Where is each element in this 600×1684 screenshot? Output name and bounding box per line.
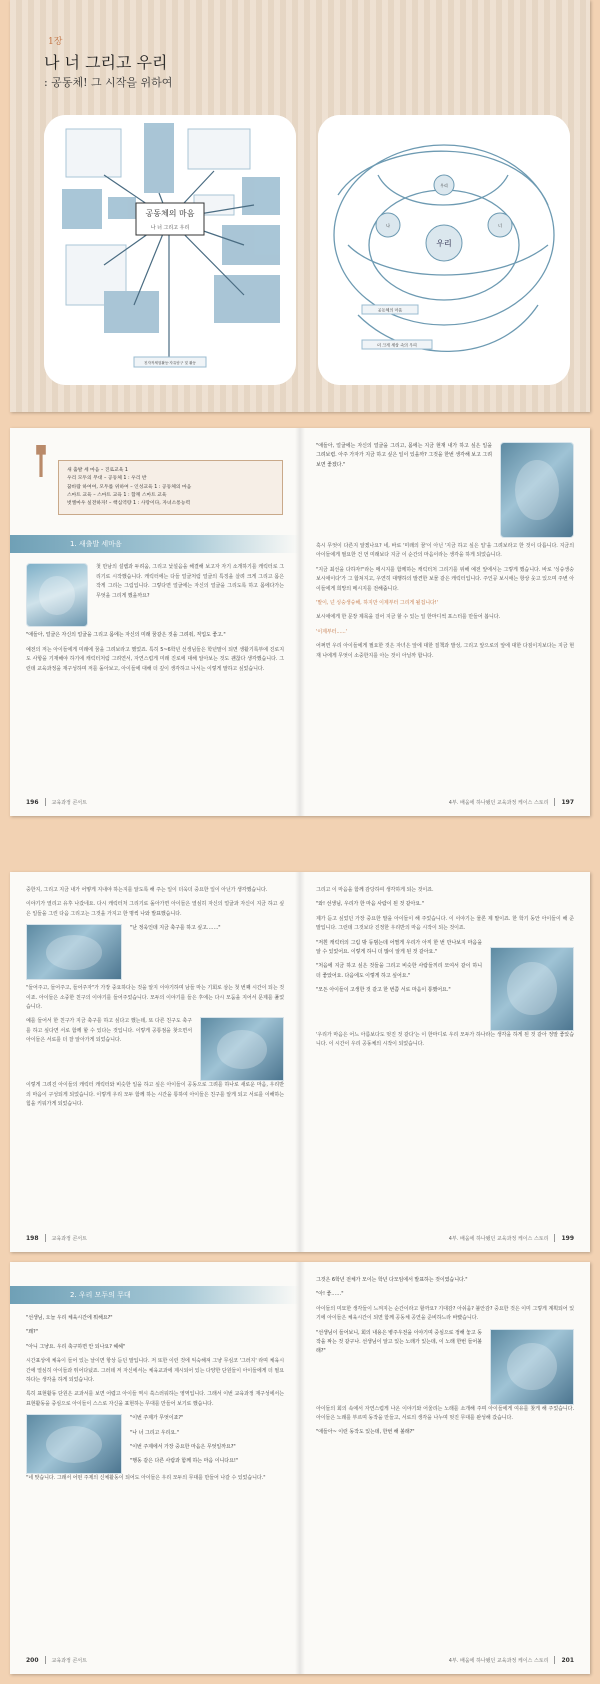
unit-summary-line: 우리 모두의 무대 – 공동체 1 : 우리 반 <box>67 476 147 482</box>
body-paragraph: 제가 듣고 싶었던 가장 중요한 말을 아이들이 해 주었습니다. 이 이야기는 물론 제 말이죠. 한 학기 동안 아이들이 해 준 말입니다. 그런데 그것보다 진정한 우리반의 마음 시작이 되는 것이죠. <box>316 915 574 932</box>
chapter-subtitle: : 공동체! 그 시작을 위하여 <box>44 76 173 89</box>
unit-summary-line: 벗엘마우 실전하자! – 핵심역량 1 : 사랑이다, 자녀소통능력 <box>67 501 191 507</box>
section-heading: 2. 우리 모두의 무대 <box>10 1286 300 1304</box>
body-paragraph: 특히 표현활동 단원은 교과서를 보면 어렵고 아이들 역시 쑥스러워하는 영역입니다. 그래서 이번 교육과정 재구성에서는 표현활동을 중심으로 아이들이 스스로 자신을 표현하는 무대를 만들어 보기로 했습니다. <box>26 1391 284 1407</box>
mindmap-figure <box>44 115 296 385</box>
chapter-title: 나 너 그리고 우리 <box>44 53 168 72</box>
body-paragraph: "네 맞습니다. 그래서 어떤 주제의 신체활동이 되어도 아이들은 우리 모두의 무대를 만들어 나갈 수 있었습니다." <box>26 1475 266 1482</box>
body-paragraph: 그리고 이 마음을 함께 감당하여 생각하게 되는 것이죠. <box>316 887 434 893</box>
classroom-photo <box>26 924 122 980</box>
concept-diagram-figure <box>318 115 570 385</box>
part-title: 4부. 배움에 하나됐던 교육과정 케이스 스토리 <box>448 799 549 806</box>
section-heading: 1. 새출발 세마음 <box>10 535 300 553</box>
chapter-opener-spread <box>10 0 590 412</box>
body-paragraph: '우리가 마음은 어느 아름보다도 멋진 것 같다'는 이 한마디로 우리 모두가 하나라는 생각을 하게 된 것 같아 정말 좋았습니다. 이 시간이 우리 공동체의 시작이 되었습니다. <box>316 1031 574 1048</box>
character-poster-photo <box>500 442 574 538</box>
quote-paragraph: "애들아~ 이런 동작도 있는데, 한번 해 볼래?" <box>316 1429 415 1436</box>
quote-paragraph: "모든 아이들이 고생한 것 같고 한 번쯤 서로 마음이 통했어요." <box>316 987 451 994</box>
page-number: 200 <box>26 1656 39 1664</box>
diagram-label-2: 너 <box>498 223 502 228</box>
highlight-quote: '말이, 넌 싱숭생숭해, 하지만 이제부터 그리게 될겁니다!' <box>316 600 439 607</box>
page-spread-198-199 <box>10 872 590 1252</box>
body-paragraph: "지금 최선을 다하자!"라는 메시지를 함께하는 캐릭터처 그리기를 위해 예전 앞에서는 그렇게 했습니다. 바로 '싱숭생숭 보시애이다'가 그 합쳐지고, 우연히 대행하의 발견한 보물 같은 캐릭터입니다. 주인공 보시애는 항상 웃고 있으며 주변 아이들에게 희망의 메시지를 전해줍니다. <box>316 566 574 592</box>
body-paragraph: 예를 들어서 한 친구가 지금 축구를 하고 싶다고 했는데, 또 다른 친구도 축구를 하고 싶다면 서로 함께 할 수 있다는 것입니다. 이렇게 공통점을 찾으면서 아이들은 서로를 더 잘 알아가게 되었습니다. <box>26 1018 192 1044</box>
page-footer <box>26 1656 87 1664</box>
student-drawings-photo <box>200 1017 284 1081</box>
diagram-label-3: 우리 <box>440 183 448 188</box>
body-paragraph: 아이들의 미묘한 생각들이 느껴지는 순간이라고 할까요? 기대감? 아쉬움? 불안감? 중요한 것은 이미 그렇게 계획되어 있기에 아이들은 체육시간이 되면 함께 공동체 공연을 준비하느라 바빴습니다. <box>316 1305 574 1322</box>
page-number: 201 <box>561 1656 574 1664</box>
quote-paragraph: "꽤?" <box>26 1329 38 1336</box>
body-paragraph: 첫 만남의 설렘과 두려움, 그리고 낯설음을 해결해 보고자 자기 소개하기를 캐릭터로 그리기로 시작했습니다. 캐릭터에는 다들 얼굴처럼 얼굴의 특징을 살려 크게 그리고 몸은 작게 그리는 그림입니다. 그렇다면 얼굴에는 자신의 얼굴을 그리도록 하고 몸에다가는 무엇을 그리게 했을까요? <box>96 564 284 599</box>
quote-paragraph: "와! 선생님, 우리가 한 마음 사람이 된 것 같아요." <box>316 901 424 908</box>
quote-paragraph: "아니 그냥요. 우리 축구하면 안 되나요? 헤헤" <box>26 1343 126 1350</box>
mindmap-card <box>44 115 296 385</box>
unit-summary-line: 새 출발 세 마음 – 진로교육 1 <box>67 468 128 473</box>
page-footer <box>449 798 574 806</box>
quote-paragraph: "선생님, 오늘 우리 체육시간에 뭐해요?" <box>26 1315 113 1321</box>
body-paragraph: 혹시 무엇이 다른지 알겠나요? 네, 바로 '미래의 꿈'이 아닌 '지금 하고 싶은 일'을 그려보라고 한 것이 다릅니다. 지금의 아이들에게 필요한 건 먼 미래보다 지금 이 순간의 마음이라는 생각을 하게 되었습니다. <box>316 543 574 559</box>
page-201 <box>300 1262 590 1674</box>
page-footer <box>26 798 87 806</box>
quote-paragraph: "이번 주제가 무엇이죠?" <box>130 1415 184 1422</box>
quote-paragraph: "아! 좋……" <box>316 1291 344 1298</box>
part-title: 4부. 배움에 하나됐던 교육과정 케이스 스토리 <box>448 1235 549 1242</box>
body-paragraph: 이렇게 그려진 아이들의 캐릭터 캐릭터와 비슷한 일을 하고 싶은 아이들이 공동으로 그려를 하나로 새로운 마음, 우리반의 마음이 구성되게 되었습니다. 이렇게 우리 모두 함께 하는 시간을 통하여 아이들은 친구를 알게 되고 서로를 이해하는 힘을 키워가게 되었습니다. <box>26 1082 284 1108</box>
page-196 <box>10 428 300 816</box>
quote-paragraph: "애들아, 얼굴에는 자신의 얼굴을 그리고, 몸에는 지금 현재 내가 하고 싶은 일을 그려보렴. 아주 가자가 지금 하고 싶은 일이 있을까? 그것을 한번 생각해 보고 그려보면 좋겠다." <box>316 443 492 468</box>
page-footer <box>449 1234 574 1242</box>
book-title: 교육과정 콘서트 <box>51 1235 87 1242</box>
quote-paragraph: "선생님이 들어보니, 회의 내용은 병주우전을 이야기며 중심으로 정해 놓고 동작을 짜는 것 같구나. 선생님이 알고 있는 노래가 있는데, 이 노래 한번 들어볼래?" <box>316 1329 482 1355</box>
mindmap-center-label: 공동체의 마음 <box>145 209 195 218</box>
diagram-label-4: 더 크게 세상 속의 우리 <box>377 342 417 348</box>
diagram-label-1: 나 <box>386 223 390 228</box>
part-title: 4부. 배움에 하나됐던 교육과정 케이스 스토리 <box>448 1657 549 1664</box>
body-paragraph: 어쩌면 우리 아이들에게 필요한 것은 자녀은 앞에 대한 질책과 발성, 그리고 앞으로의 앞에 대한 다짐이지보다는 지금 현재 나에게 무엇이 소중한지를 아는 것이 아닐까 합니다. <box>316 643 574 659</box>
body-paragraph: 보시애에게 한 문장 제목을 걸어 지금 할 수 있는 일 한마디씩 포스터를 만들어 봅니다. <box>316 614 501 621</box>
body-paragraph: 예전의 저는 아이들에게 미래에 꿈을 그려보라고 했었죠. 특히 5~6학년 선생님들은 학년말이 되면 생활기록부에 진로지도 사항을 기재해야 하기에 캐릭터처럼 그려연서, 자연스럽게 미래 진로에 대해 알아보는 것도 괜찮다 생각했습니다. 그런데 교육과정을 재구성하며 저를 돌아보고, 아이들에 대해 더 깊이 생각하고 나서는 이렇게 말하고 싶었습니다. <box>26 646 284 672</box>
diagram-label-0: 공동체의 마음 <box>377 307 403 313</box>
quote-paragraph: "이번 주제에서 가장 중요한 마음은 무엇일까요?" <box>130 1444 236 1451</box>
rehearsal-photo <box>26 1414 122 1474</box>
page-197 <box>300 428 590 816</box>
circle-discussion-photo <box>490 1329 574 1405</box>
book-title: 교육과정 콘서트 <box>51 799 87 806</box>
page-199 <box>300 872 590 1252</box>
body-paragraph: 이야기가 열리고 유후 나갔네요. 다시 캐릭터처 그리기로 돌아가면 아이들은 열심히 자신의 얼굴과 자신이 지금 하고 싶은 일들을 그린 다음 그리고는 그것을 가지고 한 명씩 나와 발표했습니다. <box>26 901 284 917</box>
class-group-drawing-photo <box>490 947 574 1031</box>
quote-paragraph: "애들아, 얼굴은 자신의 얼굴을 그리고 몸에는 자신의 미래 꿈같은 것을 그려줘, 직업도 좋고." <box>26 632 226 639</box>
page-spread-196-197 <box>10 428 590 816</box>
quote-paragraph: "처음에 지금 하고 싶은 것들을 그리고 비슷한 사람들끼리 모여서 같이 하니 더 좋았어요. 다음에도 이렇게 하고 싶어요." <box>316 963 482 979</box>
character-drawing-photo <box>26 563 88 627</box>
body-paragraph: "들어주고, 들어주고, 들어주자"가 가장 중요하다는 것을 알지 이야기하며 남들 마는 기회로 삼는 첫 번째 시간이 되는 것이죠. 아이들은 소중한 친구의 이야기를 들어주었습니다. 모두의 이야기를 들은 후에는 다시 모둠을 지어서 문제를 풀었습니다. <box>26 985 284 1011</box>
body-paragraph: 시간표상에 체육이 들어 있는 날이면 항상 듣던 말입니다. 저 또한 이런 것에 익숙해져 그냥 무심코 '그러지' 라며 체육시간에 열심히 아이들과 뛰어다녔죠. 그러데 저 자신에서는 체육교과에 제시되어 있는 다양한 단원들이 아이들에게 더 필요하다는 생각을 하게 되었습니다. <box>26 1358 284 1384</box>
mindmap-bottom-label: 친자적체험활동·자유탐구 및 활동 <box>143 361 197 365</box>
page-198 <box>10 872 300 1252</box>
diagram-center-label: 우리 <box>436 239 452 248</box>
unit-summary-line: 꿈바람 하여여, 모두를 위하여 – 인성교육 1 : 공동체의 마음 <box>67 484 192 490</box>
quote-paragraph: 그것은 6학년 전체가 모이는 학년 다모임에서 발표하는 것이였습니다." <box>316 1277 468 1283</box>
quote-paragraph: "행동 같은 다른 사람과 함께 하는 마음 이니다요!" <box>130 1458 239 1465</box>
page-number: 198 <box>26 1234 39 1242</box>
concept-diagram-card <box>318 115 570 385</box>
mindmap-center-sublabel: 나 너 그리고 우리 <box>150 225 190 231</box>
page-200 <box>10 1262 300 1674</box>
page-number: 196 <box>26 798 39 806</box>
page-spread-200-201 <box>10 1262 590 1674</box>
page-footer <box>26 1234 87 1242</box>
page-footer <box>449 1656 574 1664</box>
page-number: 199 <box>561 1234 574 1242</box>
body-paragraph: 아이들의 회의 속에서 자연스럽게 나온 이야기와 어울리는 노래를 소개해 주며 아이들에게 여유를 찾게 해 주었습니다. 아이들은 노래를 부르며 동작을 만들고, 서로의 생각을 나누며 멋진 무대를 완성해 갔습니다. <box>316 1405 574 1422</box>
book-title: 교육과정 콘서트 <box>51 1657 87 1664</box>
quote-paragraph: "난 정욱인데 지금 축구를 하고 싶고……." <box>130 925 221 932</box>
page-number: 197 <box>561 798 574 806</box>
quote-paragraph: "저흰 캐릭터의 그림 밖 등범는데 어쩔게 우리가 아직 한 번 만나보지 마음을 알 수 있었어요. 이렇게 하니 더 많이 알게 된 것 같아요." <box>316 939 482 956</box>
highlight-quote: '이제부터......' <box>316 628 348 635</box>
chapter-label: 1장 <box>48 37 63 47</box>
quote-paragraph: "나 너 그리고 우리요." <box>130 1429 179 1436</box>
unit-summary-line: 스마트 교육 – 스마트 교육 1 : 함께 스마트 교육 <box>67 492 167 498</box>
body-paragraph: 중한지, 그리고 지금 내가 어떻게 지내야 하는지를 알도록 해 주는 일이 더욱더 중요한 일이 아닌가 생각했습니다. <box>26 887 268 893</box>
unit-summary-box <box>58 460 283 515</box>
